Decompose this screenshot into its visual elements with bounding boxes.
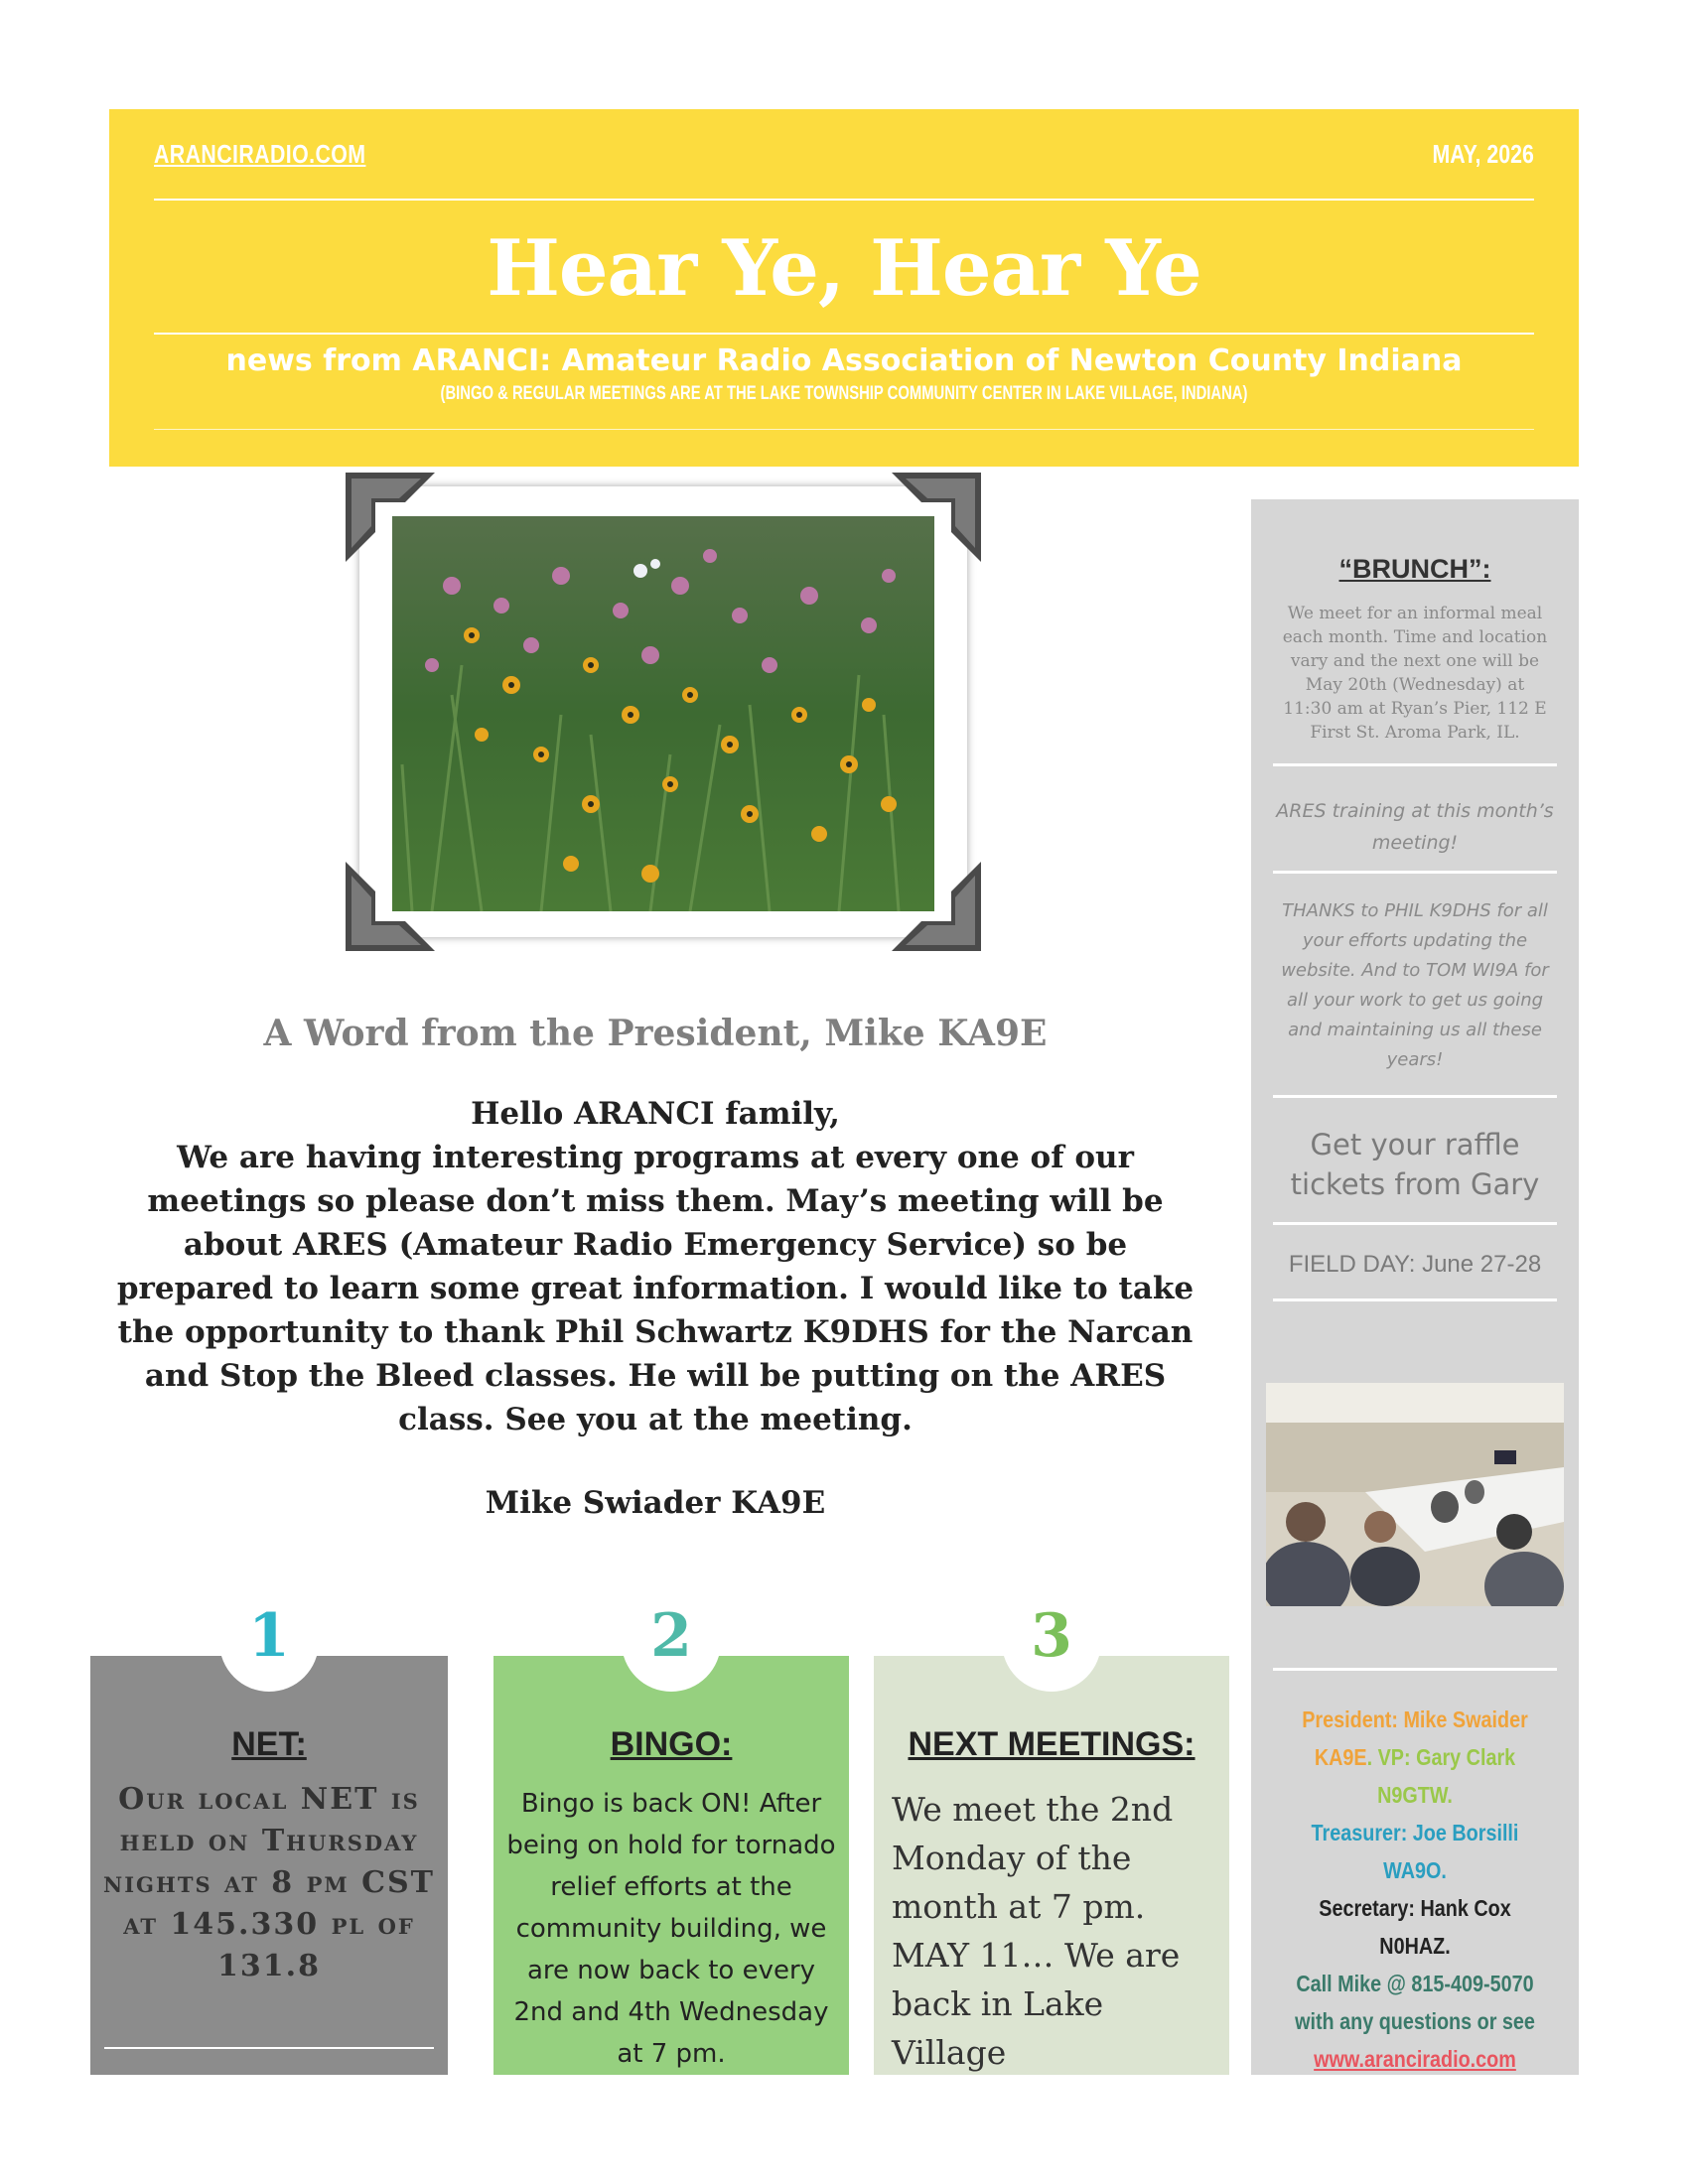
vp-contact: . VP: Gary Clark N9GTW. bbox=[1366, 1744, 1516, 1808]
sidebar-divider bbox=[1273, 1095, 1557, 1098]
brunch-text: We meet for an informal meal each month. Time and location vary and the next one will be May 20th (Wednesday) at 11:30 am at Ryan’s Pier, 112 E First St. Aroma Park, IL. bbox=[1282, 604, 1548, 743]
brunch-heading: “BRUNCH”: bbox=[1338, 554, 1491, 584]
header-banner bbox=[109, 109, 1579, 467]
flower-garden-photo bbox=[392, 516, 934, 911]
questions-note: with any questions or see bbox=[1295, 2008, 1535, 2034]
net-heading: NET: bbox=[231, 1725, 307, 1763]
sidebar-divider bbox=[1273, 871, 1557, 874]
newsletter-title: Hear Ye, Hear Ye bbox=[487, 223, 1201, 314]
photo-corner-icon bbox=[892, 473, 981, 562]
newsletter-subtitle: news from ARANCI: Amateur Radio Association of Newton County Indiana bbox=[225, 343, 1463, 378]
field-day-note: FIELD DAY: June 27-28 bbox=[1288, 1251, 1542, 1278]
meetings-box bbox=[874, 1601, 1229, 2075]
website-link[interactable]: www.aranciradio.com bbox=[1314, 2046, 1516, 2072]
bingo-box bbox=[493, 1601, 849, 2075]
issue-date: MAY, 2026 bbox=[1432, 139, 1534, 169]
sidebar-divider bbox=[1273, 763, 1557, 766]
president-heading: A Word from the President, Mike KA9E bbox=[263, 1013, 1048, 1054]
meeting-location-note: (BINGO & REGULAR MEETINGS ARE AT THE LAKE TOWNSHIP COMMUNITY CENTER IN LAKE VILLAGE, INDIANA) bbox=[440, 383, 1248, 404]
header-rule-top bbox=[154, 199, 1534, 201]
photo-corner-icon bbox=[346, 862, 435, 951]
photo-corner-icon bbox=[892, 862, 981, 951]
secretary-contact: Secretary: Hank Cox N0HAZ. bbox=[1319, 1895, 1511, 1959]
president-contact: President: Mike Swaider bbox=[1302, 1706, 1528, 1732]
meetings-heading: NEXT MEETINGS: bbox=[908, 1725, 1196, 1763]
header-rule-middle bbox=[154, 333, 1534, 335]
sidebar bbox=[1251, 499, 1579, 2075]
treasurer-contact: Treasurer: Joe Borsilli WA9O. bbox=[1311, 1820, 1519, 1883]
thanks-note: THANKS to PHIL K9DHS for all your efforts updating the website. And to TOM WI9A for all your work to get us going and maintaining us all these years! bbox=[1281, 900, 1549, 1070]
president-greeting: Hello ARANCI family, bbox=[471, 1096, 840, 1132]
photo-corner-icon bbox=[346, 473, 435, 562]
net-box bbox=[90, 1601, 448, 2075]
header-rule-bottom bbox=[154, 429, 1534, 430]
box-number: 1 bbox=[248, 1601, 290, 1671]
sidebar-divider bbox=[1273, 1298, 1557, 1301]
box-number: 3 bbox=[1031, 1601, 1072, 1671]
ares-note: ARES training at this month’s meeting! bbox=[1276, 800, 1554, 854]
raffle-note: Get your raffle tickets from Gary bbox=[1290, 1128, 1540, 1201]
net-text: Our local NET is held on Thursday nights at 8 pm CST at 145.330 pl of 131.8 bbox=[103, 1782, 435, 1983]
president-message bbox=[109, 1092, 1201, 1525]
meeting-photo bbox=[1266, 1383, 1564, 1606]
flower-photo-frame bbox=[359, 486, 967, 937]
box-number: 2 bbox=[650, 1601, 692, 1671]
sidebar-divider bbox=[1273, 1222, 1557, 1225]
president-signature: Mike Swiader KA9E bbox=[485, 1485, 826, 1521]
site-link[interactable]: ARANCIRADIO.COM bbox=[154, 139, 366, 169]
bingo-text: Bingo is back ON! After being on hold for tornado relief efforts at the community building, we are now back to every 2nd and 4th Wednesday at 7 pm. bbox=[506, 1789, 836, 2069]
net-divider bbox=[104, 2047, 434, 2049]
president-call: KA9E bbox=[1314, 1744, 1367, 1770]
president-body: We are having interesting programs at every one of our meetings so please don’t miss them. May’s meeting will be about ARES (Amateur Radio Emergency Service) so be prepared to learn some great information. I would like to take the opportunity to thank Phil Schwartz K9DHS for the Narcan and Stop the Bleed classes. He will be putting on the ARES class. See you at the meeting. bbox=[116, 1140, 1195, 1437]
officer-contacts bbox=[1283, 1701, 1548, 2078]
meetings-text: We meet the 2nd Monday of the month at 7 pm. MAY 11… We are back in Lake Village bbox=[892, 1790, 1181, 2072]
bingo-heading: BINGO: bbox=[610, 1725, 733, 1763]
sidebar-divider bbox=[1273, 1668, 1557, 1671]
call-mike: Call Mike @ 815-409-5070 bbox=[1296, 1971, 1534, 1996]
